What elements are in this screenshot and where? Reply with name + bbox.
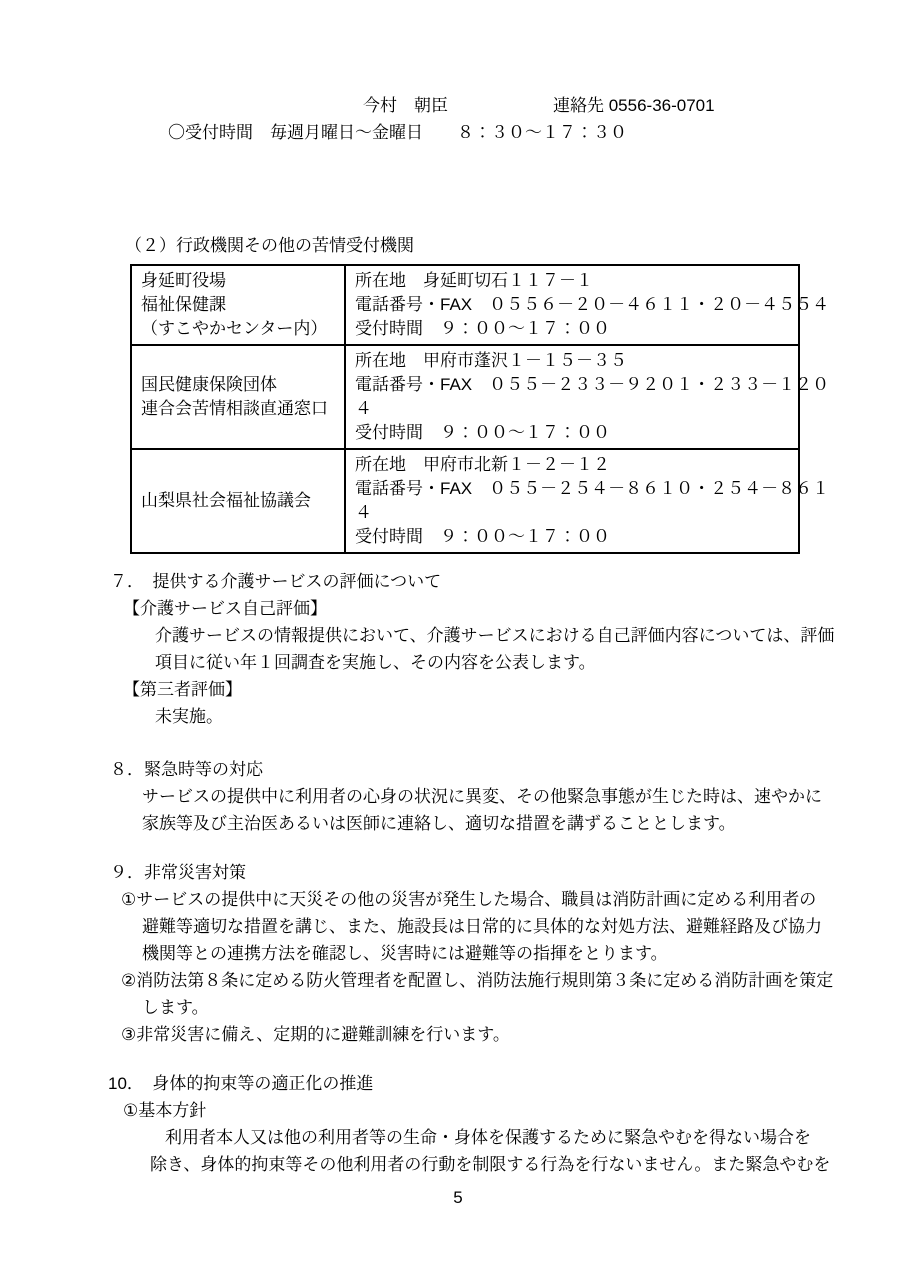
contact-person: 今村 朝臣 [363, 96, 448, 115]
section-10-body: 除き、身体的拘束等その他利用者の行動を制限する行為を行ないません。また緊急やむを [150, 1155, 831, 1174]
section-9-heading: ９．非常災害対策 [110, 863, 246, 882]
section-10-item-1: ①基本方針 [123, 1101, 207, 1120]
section-8-body: 家族等及び主治医あるいは医師に連絡し、適切な措置を講ずることとします。 [142, 814, 736, 833]
org-line: （すこやかセンター内） [141, 319, 328, 338]
section-7 [100, 568, 835, 730]
org-line: 身延町役場 [141, 271, 226, 290]
section-7-body: 未実施。 [155, 707, 223, 726]
detail-line-phone: 電話番号・FAX ０５５－２５４－８６１０・２５４－８６１ [355, 479, 830, 498]
detail-line-hours: 受付時間 ９：００～１７：００ [355, 527, 610, 546]
org-line: 山梨県社会福祉協議会 [141, 491, 311, 510]
section-7-body: 介護サービスの情報提供において、介護サービスにおける自己評価内容については、評価 [155, 626, 835, 645]
section-9-item-1: 機関等との連携方法を確認し、災害時には避難等の指揮をとります。 [142, 944, 668, 963]
table-row [131, 265, 799, 345]
detail-line-phone-wrap: ４ [355, 399, 372, 418]
page-number: 5 [453, 1188, 463, 1207]
detail-line-address: 所在地 甲府市北新１－２－１２ [355, 455, 610, 474]
section-9-item-1: ①サービスの提供中に天災その他の災害が発生した場合、職員は消防計画に定める利用者の [121, 890, 817, 909]
org-line: 福祉保健課 [141, 295, 226, 314]
section-7-heading: ７． 提供する介護サービスの評価について [110, 572, 442, 591]
detail-cell [345, 345, 830, 449]
org-line: 国民健康保険団体 [141, 375, 277, 394]
org-cell [131, 265, 345, 345]
org-cell [131, 345, 345, 449]
table-row [131, 345, 799, 449]
section-10-body: 利用者本人又は他の利用者等の生命・身体を保護するために緊急やむを得ない場合を [165, 1128, 811, 1147]
contact-info: 連絡先 0556-36-0701 [553, 96, 715, 115]
section-8 [100, 756, 822, 837]
section-10 [100, 1070, 831, 1178]
detail-line-phone: 電話番号・FAX ０５５－２３３－９２０１・２３３－１２０ [355, 375, 830, 394]
section-9 [100, 859, 834, 1048]
detail-line-address: 所在地 身延町切石１１７－１ [355, 271, 593, 290]
reception-hours-line: 〇受付時間 毎週月曜日～金曜日 ８：３０～１７：３０ [168, 123, 627, 142]
org-cell [131, 449, 345, 553]
contact-line [363, 92, 816, 119]
section-7-subheading: 【第三者評価】 [123, 680, 242, 699]
detail-line-hours: 受付時間 ９：００～１７：００ [355, 319, 610, 338]
detail-cell [345, 265, 830, 345]
section-9-item-2: ②消防法第８条に定める防火管理者を配置し、消防法施行規則第３条に定める消防計画を策定 [121, 971, 834, 990]
section-8-body: サービスの提供中に利用者の心身の状況に異変、その他緊急事態が生じた時は、速やかに [142, 787, 822, 806]
detail-line-address: 所在地 甲府市蓬沢１－１５－３５ [355, 351, 627, 370]
section-9-item-3: ③非常災害に備え、定期的に避難訓練を行います。 [121, 1025, 510, 1044]
section-8-heading: ８．緊急時等の対応 [110, 760, 263, 779]
section-9-item-1: 避難等適切な措置を講じ、また、施設長は日常的に具体的な対処方法、避難経路及び協力 [142, 917, 822, 936]
section-7-subheading: 【介護サービス自己評価】 [123, 599, 327, 618]
section-9-item-2: します。 [142, 998, 209, 1017]
section-7-body: 項目に従い年１回調査を実施し、その内容を公表します。 [155, 653, 596, 672]
table-row [131, 449, 799, 553]
detail-cell [345, 449, 830, 553]
complaint-section-title: （２）行政機関その他の苦情受付機関 [125, 236, 414, 255]
detail-line-hours: 受付時間 ９：００～１７：００ [355, 423, 610, 442]
org-line: 連合会苦情相談直通窓口 [141, 399, 328, 418]
detail-line-phone: 電話番号・FAX ０５５６－２０－４６１１・２０－４５５４ [355, 295, 830, 314]
detail-line-phone-wrap: ４ [355, 503, 372, 522]
section-10-heading: 10． 身体的拘束等の適正化の推進 [108, 1074, 374, 1093]
complaint-table [130, 264, 830, 554]
